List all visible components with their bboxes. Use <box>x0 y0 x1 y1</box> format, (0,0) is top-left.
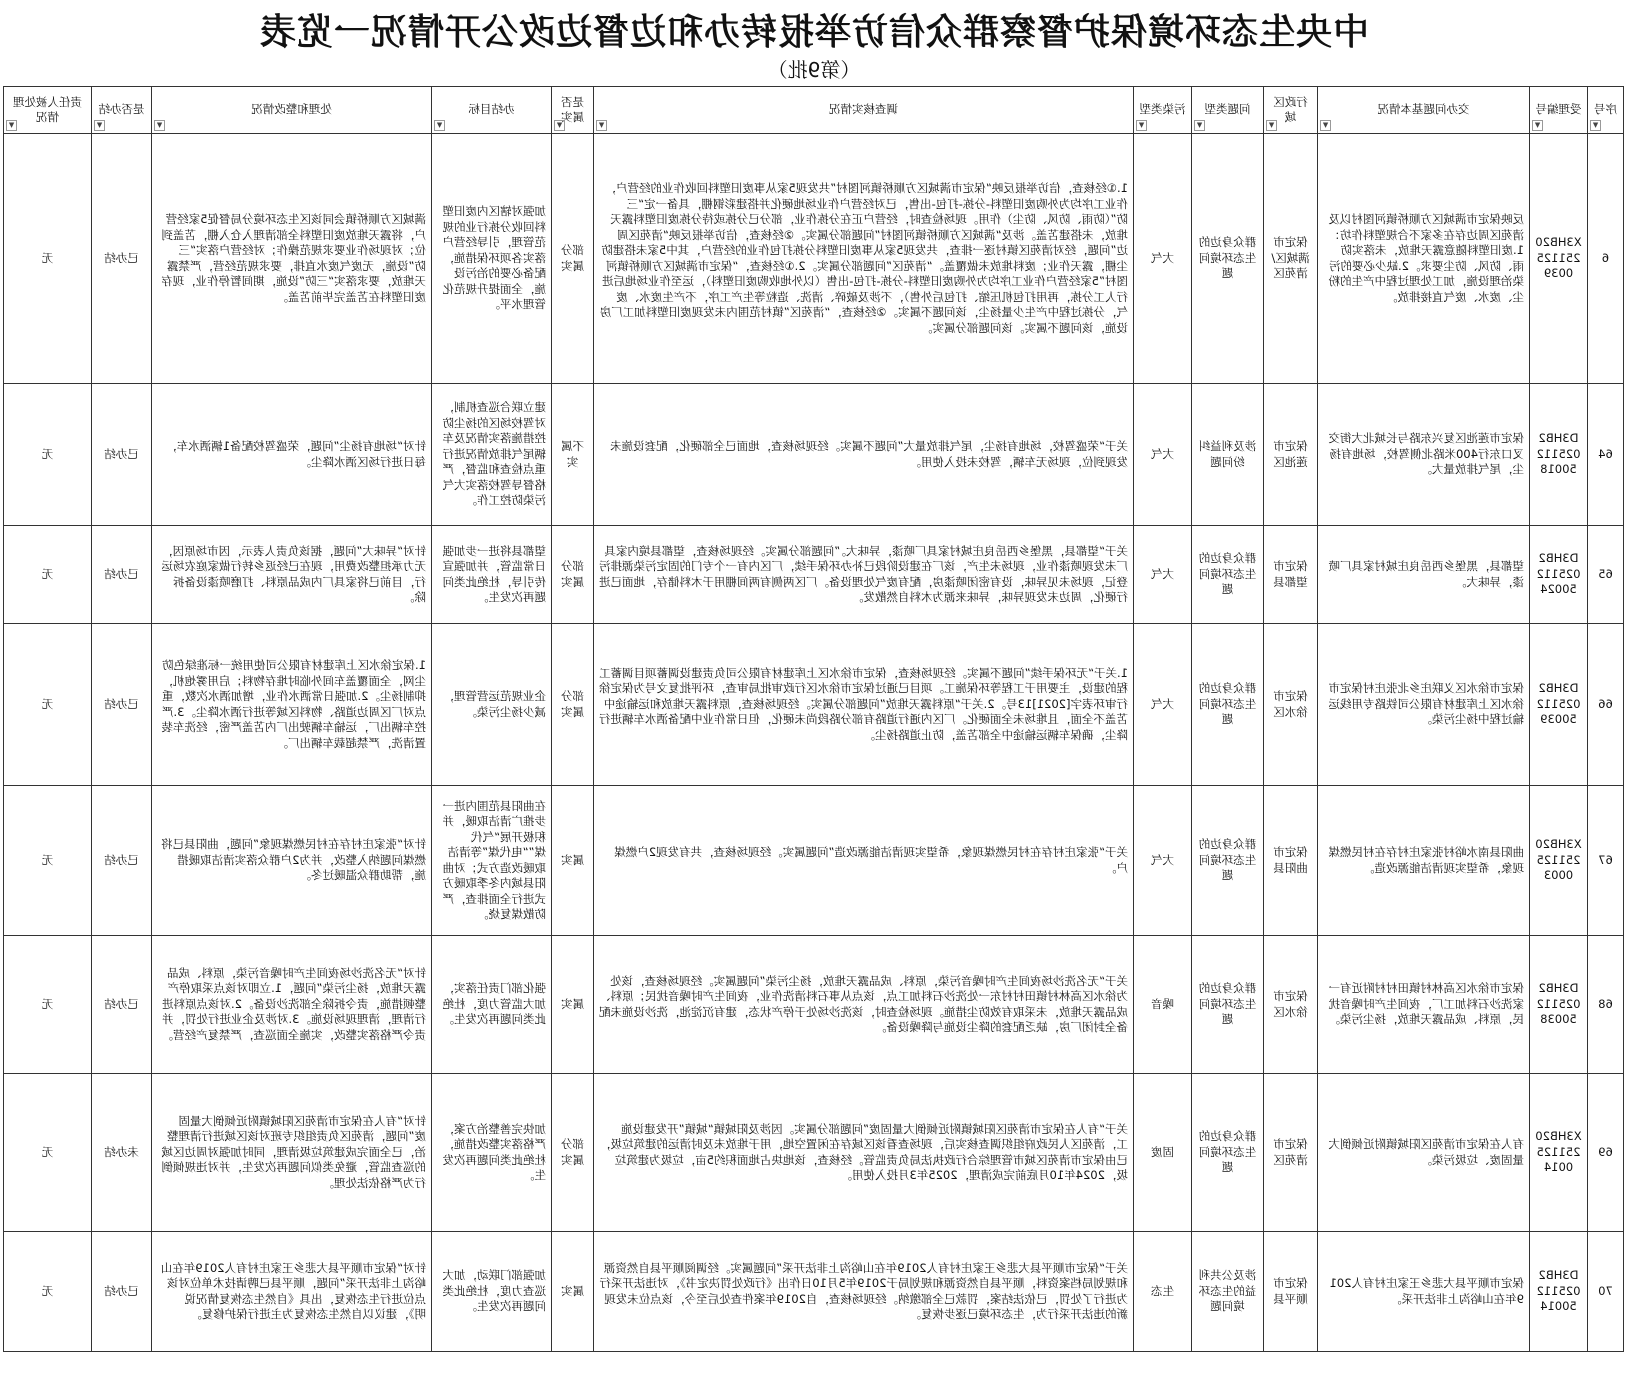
responsible-person: 无 <box>41 250 54 265</box>
responsible-person: 无 <box>41 696 54 711</box>
investigation-detail: 关于“荣盛驾校，场地有扬尘，尾气排放量大”问题不属实。经现场核查，地面已全部硬化，配套设施未发现到位，现场无车辆，驾校未投入使用。 <box>610 439 1128 469</box>
investigation-detail: 关于“有人在保定市清苑区阳城镇附近倾倒大量固废”问题部分属实。因涉及阳城镇“城镇”开发建设施工，清苑区人民政府组织调查核实后，现场查看该区域存在闲置空地，用于堆放未及时清运的建筑垃圾，已由保定市清苑区城市管理综合行政执法局负责监管。经核查，该地块占地面积约5亩，垃圾为建筑垃圾，2024年10月底前完成清理，2025年3月投入使用。 <box>599 1121 1128 1182</box>
completion-goal-cell[interactable] <box>432 1232 552 1352</box>
region: 保定市曲阳县 <box>1273 845 1308 875</box>
handling-action: 1.保定徐水区上库建材有限公司使用统一标准绿色防尘网，全面覆盖车间外临时堆存物料；启用雾炮机，抑制扬尘。2.加强日常洒水作业，增加洒水次数，重点对厂区周边道路、物料区域等进行洒水降尘。3.严控车辆出厂，运输车辆驶出厂内苫盖严密，经洗车装置清洗，严禁超载车辆出厂。 <box>161 658 426 750</box>
filter-dropdown-icon[interactable]: ▼ <box>1532 120 1543 131</box>
pollution-type-cell[interactable] <box>1134 624 1192 786</box>
responsible-person-cell[interactable] <box>4 526 92 624</box>
completion-goal-cell[interactable] <box>432 384 552 526</box>
completion-goal: 加强部门联动，加大巡查力度，杜绝此类问题再次发生。 <box>442 1268 546 1314</box>
completion-status-cell[interactable] <box>92 786 152 936</box>
is-true-cell[interactable] <box>552 1074 594 1232</box>
responsible-person-cell[interactable] <box>4 624 92 786</box>
completion-status: 已办结 <box>104 852 139 867</box>
region: 保定市满城区/清苑区 <box>1271 235 1310 281</box>
row-number-cell[interactable] <box>1588 526 1624 624</box>
row-number: 68 <box>1598 996 1613 1011</box>
completion-goal: 企业规范运营管理，减少扬尘污染。 <box>442 689 546 719</box>
issue-summary: 有人在保定市清苑区阳城镇附近倾倒大量固废、垃圾污染。 <box>1328 1137 1524 1167</box>
investigation-detail-cell[interactable] <box>594 786 1134 936</box>
pollution-type-cell[interactable] <box>1134 1232 1192 1352</box>
completion-status: 已办结 <box>104 996 139 1011</box>
column-header[interactable]: 责任人被处理情况 ▼ <box>4 87 92 134</box>
handling-action-cell[interactable] <box>152 384 432 526</box>
responsible-person: 无 <box>41 566 54 581</box>
pollution-type: 固废 <box>1151 1144 1174 1159</box>
accept-code: D3HB202511250038 <box>1536 981 1581 1027</box>
pollution-type-cell[interactable] <box>1134 526 1192 624</box>
completion-status: 已办结 <box>104 446 139 461</box>
filter-dropdown-icon[interactable]: ▼ <box>554 120 565 131</box>
column-header[interactable]: 是否办结 ▼ <box>92 87 152 134</box>
handling-action-cell[interactable] <box>152 786 432 936</box>
issue-type: 群众身边的生态环境问题 <box>1198 837 1257 883</box>
issue-summary: 保定市徐水区义联庄乡北张庄村保定市徐水区上库建材有限公司铁路专用线运输过程中扬尘污染。 <box>1328 681 1524 727</box>
completion-status-cell[interactable] <box>92 384 152 526</box>
handling-action: 针对“场地有扬尘”问题，荣盛驾校配备1辆洒水车，每日进行场区洒水降尘。 <box>165 439 426 469</box>
is-true-cell[interactable] <box>552 936 594 1074</box>
issue-summary-cell[interactable] <box>1318 384 1530 526</box>
completion-status-cell[interactable] <box>92 1074 152 1232</box>
column-header[interactable]: 交办问题基本情况 ▼ <box>1318 87 1530 134</box>
row-number-cell[interactable] <box>1588 936 1624 1074</box>
completion-status-cell[interactable] <box>92 936 152 1074</box>
completion-status-cell[interactable] <box>92 134 152 384</box>
issue-summary: 望都县，黑堡乡西岳良庄城村家具厂喷漆，异味大。 <box>1328 559 1524 589</box>
pollution-type-cell[interactable] <box>1134 134 1192 384</box>
table-row <box>4 786 1624 936</box>
responsible-person-cell[interactable] <box>4 936 92 1074</box>
filter-dropdown-icon[interactable]: ▼ <box>434 120 445 131</box>
table-row <box>4 1232 1624 1352</box>
responsible-person-cell[interactable] <box>4 1074 92 1232</box>
accept-code-cell[interactable] <box>1530 384 1588 526</box>
row-number: 67 <box>1598 852 1613 867</box>
issue-summary-cell[interactable] <box>1318 624 1530 786</box>
filter-dropdown-icon[interactable]: ▼ <box>1136 120 1147 131</box>
handling-action-cell[interactable] <box>152 624 432 786</box>
issue-type-cell[interactable] <box>1192 786 1264 936</box>
completion-status: 已办结 <box>104 696 139 711</box>
row-number-cell[interactable] <box>1588 1232 1624 1352</box>
issue-summary-cell[interactable] <box>1318 134 1530 384</box>
accept-code: X3HB202511250039 <box>1535 235 1582 281</box>
completion-goal: 在曲阳县范围内进一步推广清洁取暖，并积极开展“气代煤”“电代煤”等清洁取暖改造方式；对曲阳县域内冬季取暖方式进行全面排查，严防散煤复烧。 <box>442 798 546 921</box>
handling-action-cell[interactable] <box>152 134 432 384</box>
region-cell[interactable] <box>1264 1074 1318 1232</box>
responsible-person-cell[interactable] <box>4 1232 92 1352</box>
page-title: 中央生态环境保护督察群众信访举报转办和边督边改公开情况一览表 <box>259 12 1370 53</box>
column-header[interactable]: 调查核实情况 ▼ <box>594 87 1134 134</box>
pollution-type: 大气 <box>1151 446 1174 461</box>
investigation-detail: 关于“无名洗沙场夜间生产时噪音污染，原料、成品露天堆放，扬尘污染”问题属实。经现场核查，该处为徐水区高林村镇田村村东一处洗沙石料加工点，该点从事石料清洗作业，夜间生产时噪音扰民；原料、成品露天堆放，未采取有效防尘措施。现场检查时，该洗沙场处于停产状态，建有沉淀池，洗沙设施未配备全封闭厂房，缺乏配套的降尘设施与降噪设备。 <box>599 973 1128 1034</box>
completion-goal-cell[interactable] <box>432 936 552 1074</box>
completion-status: 已办结 <box>104 566 139 581</box>
completion-status: 未办结 <box>104 1144 139 1159</box>
region-cell[interactable] <box>1264 936 1318 1074</box>
issue-summary-cell[interactable] <box>1318 786 1530 936</box>
investigation-detail: 1.①经核查，信访举报反映“保定市满城区方顺桥镇河图村”共发现5家从事废旧塑料回收作业的经营户，作业工序均为外购废旧塑料-分拣-打包-出售，已对经营户作业场地硬化并搭建彩钢棚，具备一定“三防”（防雨、防风、防尘）作用。现场检查时，经营户正在分拣作业，部分已分拣或待分拣废旧塑料露天堆放，未搭建苫盖。涉及“满城区方顺桥镇河图村”问题部分属实。②经核查，信访举报反映“清苑区周边”问题，经对清苑区镇村逐一排查，共发现5家从事废旧塑料分拣打包作业的经营户，其中5家未搭建防尘棚，露天作业；废料堆放未做覆盖。“清苑区”问题部分属实。2.①经核查，“保定市满城区方顺桥镇河图村”5家经营户作业工序均为外购废旧塑料-分拣-打包-出售（以外地收购废旧塑料），运至作业场地后进行人工分拣，再用打包机压缩、打包后外售），不涉及破碎、清洗、造粒等生产工序，不产生废水、废气，分拣过程中产生少量扬尘，该问题不属实。②经核查，“清苑区”镇村范围内未发现废旧塑料加工厂房设施，该问题不属实。该问题部分属实。 <box>599 181 1128 335</box>
accept-code-cell[interactable] <box>1530 134 1588 384</box>
region: 保定市徐水区 <box>1273 689 1308 719</box>
completion-goal: 加快完善整治方案，严格落实整改措施，杜绝此类问题再次发生。 <box>442 1121 546 1182</box>
issue-type-cell[interactable] <box>1192 526 1264 624</box>
accept-code-cell[interactable] <box>1530 1232 1588 1352</box>
row-number: 66 <box>1598 696 1613 711</box>
region: 保定市望都县 <box>1273 559 1308 589</box>
completion-status-cell[interactable] <box>92 1232 152 1352</box>
investigation-detail-cell[interactable] <box>594 936 1134 1074</box>
issue-type: 群众身边的生态环境问题 <box>1198 981 1257 1027</box>
completion-goal: 加强对辖区内废旧塑料回收分拣行业的规范管理，引导经营户落实各项环保措施，配备必要的治污设施，全面提升规范化管理水平。 <box>442 204 546 312</box>
investigation-detail-cell[interactable] <box>594 624 1134 786</box>
row-number-cell[interactable] <box>1588 384 1624 526</box>
filter-dropdown-icon[interactable]: ▼ <box>1320 120 1331 131</box>
row-number-cell[interactable] <box>1588 786 1624 936</box>
investigation-detail: 关于“保定市顺平县大悲乡王家庄村有人2019年在山峪沟上非法开采”问题属实。经调阅顺平县自然资源和规划局档案资料，顺平县自然资源和规划局于2019年5月10日作出《行政处罚决定书》，对违法开采行为进行了处罚，已依法结案，罚款已全部缴纳。经现场核查，自2019年案件查处后至今，该点位未发现新的违法开采行为，生态环境已逐步恢复。 <box>599 1260 1128 1321</box>
issue-type: 群众身边的生态环境问题 <box>1198 551 1257 597</box>
investigation-detail: 关于“望都县，黑堡乡西岳良庄城村家具厂喷漆，异味大。”问题部分属实。经现场核查，望都县境内家具厂未发现喷漆作业，现场未生产，该厂在建设阶段已补办环保手续，厂区内有一个专门的固定污染源排污登记，现场未见异味，设有密闭喷漆房，配有废气处理设备。厂区两侧有两间棚用于木料储存，地面已进行硬化，周边未发现异味，异味来源为木料自然散发。 <box>599 543 1128 604</box>
responsible-person: 无 <box>41 1283 54 1298</box>
issue-summary: 曲阳县南水峪村张家庄村存在村民燃煤现象，希望实现清洁能源改造。 <box>1328 845 1524 875</box>
issue-type: 涉及利益纠纷问题 <box>1198 439 1257 469</box>
completion-status-cell[interactable] <box>92 624 152 786</box>
investigation-detail: 关于“张家庄村存在村民燃煤现象，希望实现清洁能源改造”问题属实。经现场核查，共有发现2户燃煤户。 <box>614 845 1128 875</box>
row-number: 70 <box>1598 1283 1613 1298</box>
is-true-cell[interactable] <box>552 526 594 624</box>
issue-summary-cell[interactable] <box>1318 936 1530 1074</box>
row-number: 69 <box>1598 1144 1613 1159</box>
accept-code-cell[interactable] <box>1530 1074 1588 1232</box>
completion-goal: 强化部门责任落实，加大监管力度，杜绝此类问题再次发生。 <box>442 981 546 1027</box>
table-row <box>4 526 1624 624</box>
row-number-cell[interactable] <box>1588 1074 1624 1232</box>
region: 保定市清苑区 <box>1273 1137 1308 1167</box>
is-true-cell[interactable] <box>552 786 594 936</box>
completion-goal-cell[interactable] <box>432 134 552 384</box>
region-cell[interactable] <box>1264 1232 1318 1352</box>
accept-code: D3HB202511250014 <box>1536 1268 1581 1314</box>
handling-action: 针对“无名洗沙场夜间生产时噪音污染，原料、成品露天堆放，扬尘污染”问题，1.立即对该点采取停产整顿措施，责令拆除全部洗沙设备。2.对该点原料进行清理，清理现场设施。3.对涉及企业进行处罚，并责令严格落实整改，实施全面巡查，严禁复产经营。 <box>161 965 426 1042</box>
handling-action: 针对“保定市顺平县大悲乡王家庄村有人2019年在山峪沟上非法开采”问题，顺平县已聘请技术单位对该点位进行生态恢复，出具《自然生态恢复情况说明》，建议以自然生态恢复为主进行保护修复。 <box>160 1260 426 1321</box>
is-true: 属实 <box>561 852 584 867</box>
issue-summary: 保定市徐水区高林村镇田村村附近有一家洗沙石料加工厂，夜间生产时噪音扰民，原料、成品露天堆放，扬尘污染。 <box>1328 981 1524 1027</box>
accept-code: D3HB202511250024 <box>1536 551 1581 597</box>
row-number: 6 <box>1601 250 1610 265</box>
filter-dropdown-icon[interactable]: ▼ <box>1266 120 1277 131</box>
handling-action-cell[interactable] <box>152 936 432 1074</box>
region: 保定市莲池区 <box>1273 439 1308 469</box>
issue-type-cell[interactable] <box>1192 936 1264 1074</box>
handling-action-cell[interactable] <box>152 1232 432 1352</box>
handling-action: 针对“异味大”问题，据该负责人表示，因市场原因，无力承担整改费用，现在已经返乡转行做家庭农场运行，目前已将家具厂内成品原料、打磨喷漆设备拆除。 <box>161 543 426 604</box>
issue-summary-cell[interactable] <box>1318 526 1530 624</box>
pollution-type: 大气 <box>1151 852 1174 867</box>
investigation-detail-cell[interactable] <box>594 134 1134 384</box>
filter-dropdown-icon[interactable]: ▼ <box>154 120 165 131</box>
filter-dropdown-icon[interactable]: ▼ <box>94 120 105 131</box>
column-header[interactable]: 污染类型 ▼ <box>1134 87 1192 134</box>
handling-action: 针对“张家庄村存在村民燃煤现象”问题，曲阳县已将燃煤问题纳入整改，并为2户群众落实清洁取暖措施，帮助群众温暖过冬。 <box>161 837 426 883</box>
column-header[interactable]: 处理和整改情况 ▼ <box>152 87 432 134</box>
filter-dropdown-icon[interactable]: ▼ <box>6 120 17 131</box>
investigation-detail: 1.关于“无环保手续”问题不属实。经现场核查，保定市徐水区上库建材有限公司负责建设调蓄项目调蓄工程的建设，主要用于工程等环保施工。项目已通过保定市徐水区行政审批局审查，环评批复文号为保定徐行审环表字[2021]13号。2.关于“原料露天堆放”问题部分属实。经现场核查，原料露天堆放和运输途中苫盖不全面，且堆场未全面硬化。厂区内通行道路有部分路段尚未硬化，但日常作业中配备洒水车辆进行降尘，确保车辆运输途中全部苫盖，防止道路扬尘。 <box>599 665 1128 742</box>
column-header[interactable]: 受理编号 ▼ <box>1530 87 1588 134</box>
responsible-person: 无 <box>41 446 54 461</box>
accept-code-cell[interactable] <box>1530 786 1588 936</box>
issue-type-cell[interactable] <box>1192 624 1264 786</box>
issue-summary: 反映保定市满城区方顺桥镇河图村以及清苑区周边存在多家不合规塑料作坊：1.废旧塑料随意露天堆放，未落实防雨、防风、防尘要求。2.缺少必要的污染治理设施，加工处理过程中产生的粉尘、废水、废气直接排放。 <box>1328 212 1524 304</box>
issue-type: 群众身边的生态环境问题 <box>1198 681 1257 727</box>
table-header-row <box>4 87 1624 134</box>
is-true: 部分属实 <box>561 559 584 589</box>
is-true-cell[interactable] <box>552 134 594 384</box>
accept-code: D3HB202511250018 <box>1536 431 1581 477</box>
responsible-person-cell[interactable] <box>4 134 92 384</box>
handling-action: 满城区方顺桥镇会同该区生态环境分局督促5家经营户，将露天堆放废旧塑料全部清理入仓入棚，苫盖到位；对现场作业要求规范操作；对经营户落实“三防”设施，无废气废水直排，要求规范经营，严禁露天堆放，要求落实“三防”设施，期间暂停作业，现存废旧塑料在苫盖完毕前苫盖。 <box>161 212 426 304</box>
pollution-type-cell[interactable] <box>1134 936 1192 1074</box>
accept-code-cell[interactable] <box>1530 936 1588 1074</box>
handling-action-cell[interactable] <box>152 526 432 624</box>
is-true: 部分属实 <box>561 1137 584 1167</box>
pollution-type: 大气 <box>1151 250 1174 265</box>
filter-dropdown-icon[interactable]: ▼ <box>1194 120 1205 131</box>
issue-summary: 保定市顺平县大悲乡王家庄村有人2019年在山峪沟上非法开采。 <box>1329 1276 1524 1306</box>
issue-type: 涉及公共利益的生态环境问题 <box>1198 1268 1257 1314</box>
region-cell[interactable] <box>1264 624 1318 786</box>
pollution-type: 大气 <box>1151 696 1174 711</box>
investigation-detail-cell[interactable] <box>594 1074 1134 1232</box>
accept-code-cell[interactable] <box>1530 526 1588 624</box>
is-true-cell[interactable] <box>552 384 594 526</box>
table-row <box>4 134 1624 384</box>
table-row <box>4 624 1624 786</box>
accept-code: X3HB202511250003 <box>1535 837 1582 883</box>
pollution-type-cell[interactable] <box>1134 384 1192 526</box>
pollution-type: 大气 <box>1151 566 1174 581</box>
row-number-cell[interactable] <box>1588 624 1624 786</box>
responsible-person-cell[interactable] <box>4 786 92 936</box>
investigation-detail-cell[interactable] <box>594 384 1134 526</box>
filter-dropdown-icon[interactable]: ▼ <box>596 120 607 131</box>
investigation-detail-cell[interactable] <box>594 1232 1134 1352</box>
row-number: 64 <box>1598 446 1613 461</box>
issue-type: 群众身边的生态环境问题 <box>1198 1129 1257 1175</box>
accept-code-cell[interactable] <box>1530 624 1588 786</box>
is-true-cell[interactable] <box>552 624 594 786</box>
column-header[interactable]: 是否属实 ▼ <box>552 87 594 134</box>
investigation-detail-cell[interactable] <box>594 526 1134 624</box>
pollution-type: 生态 <box>1151 1283 1174 1298</box>
table-row <box>4 936 1624 1074</box>
accept-code: X3HB202511250014 <box>1535 1129 1582 1175</box>
region-cell[interactable] <box>1264 786 1318 936</box>
is-true: 部分属实 <box>561 243 584 273</box>
accept-code: D3HB202511250039 <box>1536 681 1581 727</box>
completion-goal-cell[interactable] <box>432 1074 552 1232</box>
row-number-cell[interactable] <box>1588 134 1624 384</box>
is-true: 部分属实 <box>561 689 584 719</box>
completion-goal: 建立联合巡查机制，对驾校场区的扬尘防控措施落实情况及车辆尾气排放情况进行重点检查和监督，严格督导驾校落实大气污染防控工作。 <box>442 400 546 508</box>
is-true: 属实 <box>561 1283 584 1298</box>
issue-type-cell[interactable] <box>1192 134 1264 384</box>
issue-summary: 保定市莲池区复兴东路与长城北大街交叉口东行400米路北侧驾校，场地有扬尘，尾气排放量大。 <box>1328 431 1524 477</box>
completion-status: 已办结 <box>104 1283 139 1298</box>
region: 保定市徐水区 <box>1273 989 1308 1019</box>
is-true-cell[interactable] <box>552 1232 594 1352</box>
completion-goal: 望都县将进一步加强日常监管，并加强宣传引导，杜绝此类问题再次发生。 <box>442 543 546 604</box>
table-row <box>4 384 1624 526</box>
completion-goal-cell[interactable] <box>432 786 552 936</box>
complaint-table <box>3 86 1624 1352</box>
issue-summary-cell[interactable] <box>1318 1074 1530 1232</box>
issue-type-cell[interactable] <box>1192 384 1264 526</box>
region-cell[interactable] <box>1264 526 1318 624</box>
row-number: 65 <box>1598 566 1613 581</box>
issue-type: 群众身边的生态环境问题 <box>1198 235 1257 281</box>
responsible-person: 无 <box>41 852 54 867</box>
handling-action-cell[interactable] <box>152 1074 432 1232</box>
region: 保定市顺平县 <box>1273 1276 1308 1306</box>
responsible-person: 无 <box>41 1144 54 1159</box>
responsible-person: 无 <box>41 996 54 1011</box>
issue-type-cell[interactable] <box>1192 1232 1264 1352</box>
column-header[interactable]: 行政区域 ▼ <box>1264 87 1318 134</box>
completion-status: 已办结 <box>104 250 139 265</box>
page-subtitle: （第9批） <box>767 58 861 82</box>
pollution-type: 噪音 <box>1151 996 1174 1011</box>
completion-goal-cell[interactable] <box>432 624 552 786</box>
filter-dropdown-icon[interactable]: ▼ <box>1590 120 1601 131</box>
table-row <box>4 1074 1624 1232</box>
handling-action: 针对“有人在保定市清苑区阳城镇附近倾倒大量固废”问题，清苑区负责组织专班对该区域进行清理整治，已全面完成建筑垃圾清理，同时加强对周边区域的巡查监管，避免类似问题再次发生，并对违规倾倒行为严格依法处理。 <box>161 1113 426 1190</box>
is-true: 不属实 <box>561 439 584 469</box>
issue-summary-cell[interactable] <box>1318 1232 1530 1352</box>
region-cell[interactable] <box>1264 134 1318 384</box>
is-true: 属实 <box>561 996 584 1011</box>
pollution-type-cell[interactable] <box>1134 1074 1192 1232</box>
issue-type-cell[interactable] <box>1192 1074 1264 1232</box>
region-cell[interactable] <box>1264 384 1318 526</box>
column-header[interactable]: 序号 ▼ <box>1588 87 1624 134</box>
completion-status-cell[interactable] <box>92 526 152 624</box>
column-header[interactable]: 问题类型 ▼ <box>1192 87 1264 134</box>
responsible-person-cell[interactable] <box>4 384 92 526</box>
pollution-type-cell[interactable] <box>1134 786 1192 936</box>
column-header[interactable]: 办结目标 ▼ <box>432 87 552 134</box>
completion-goal-cell[interactable] <box>432 526 552 624</box>
